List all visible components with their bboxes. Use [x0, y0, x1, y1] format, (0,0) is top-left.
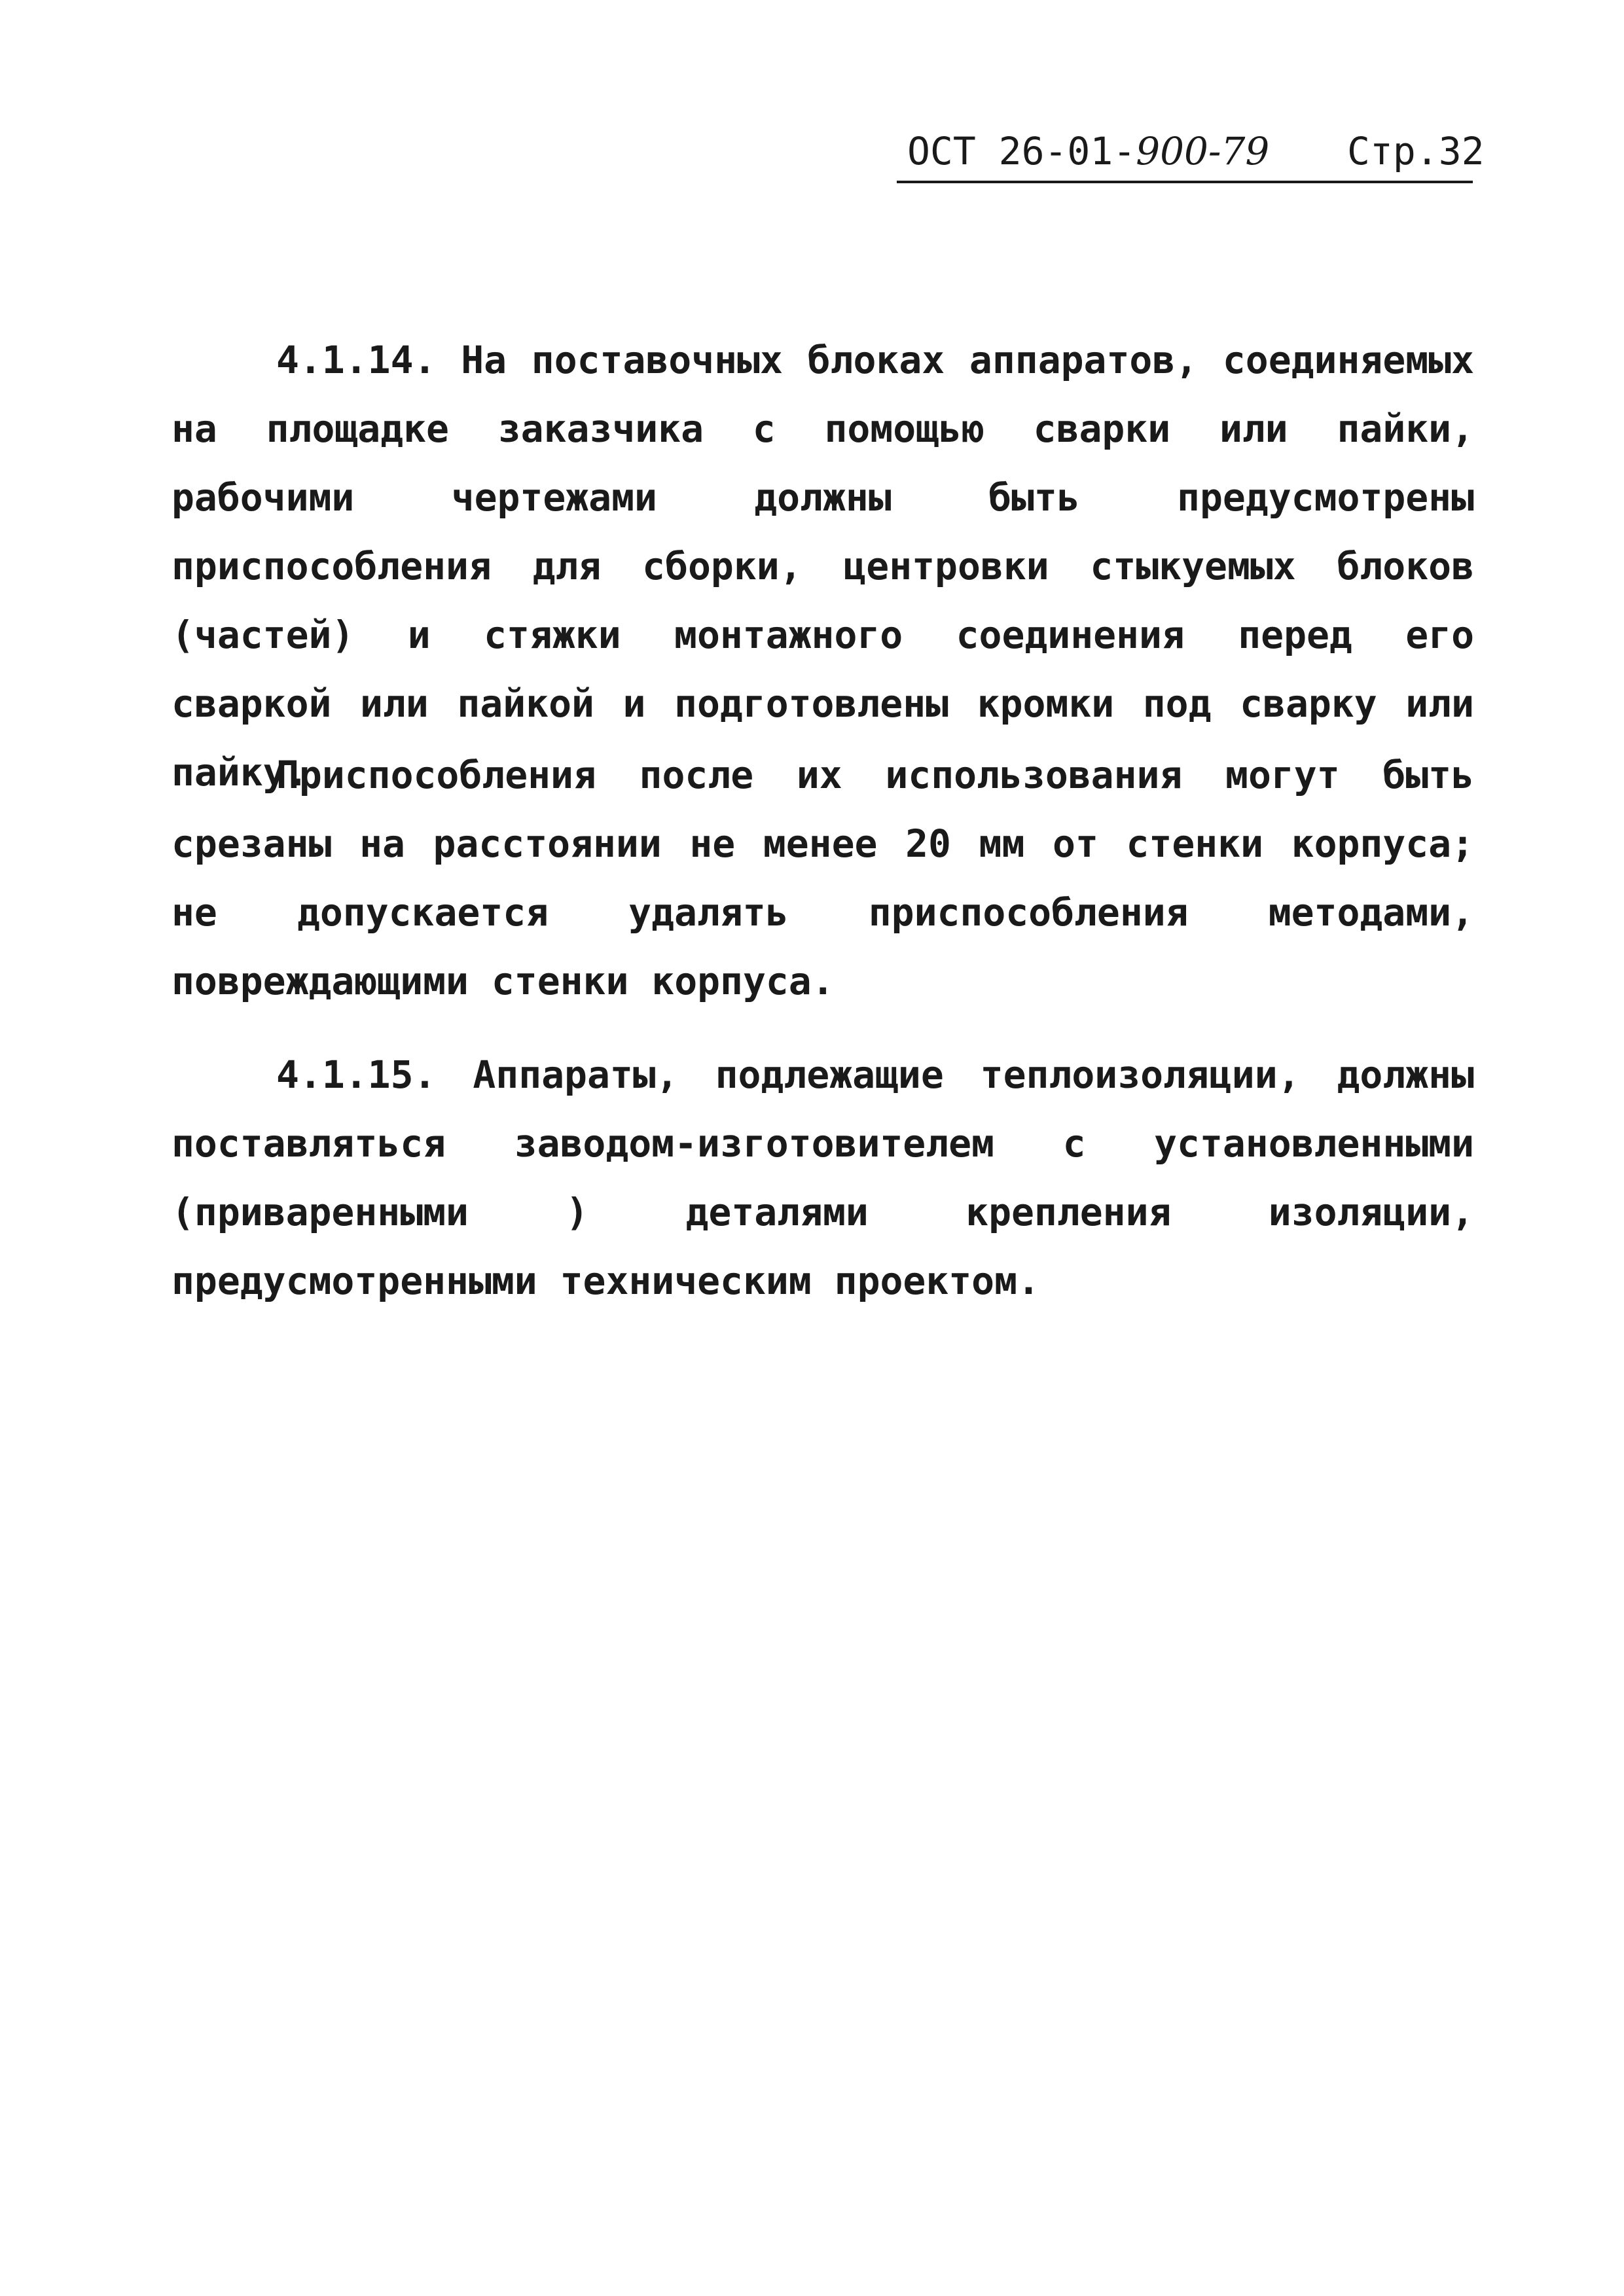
document-code	[907, 122, 1269, 181]
page-number	[1347, 122, 1485, 181]
document-number-handwritten: 900-79	[1136, 129, 1270, 173]
paragraph-4-1-14-continuation: Приспособления после их использования могут быть срезаны на расстоянии не менее 20 мм от стенки корпуса; не допускается удалять приспособления методами, повреждающими стенки корпуса.	[171, 753, 1474, 1003]
page-header	[897, 122, 1485, 183]
paragraph-4-1-15: 4.1.15. Аппараты, подлежащие теплоизоляции, должны поставляться заводом-изготовителем с установленными (приваренными ) деталями крепления изоляции, предусмотренными техническим проектом.	[171, 1052, 1474, 1303]
document-code-prefix: ОСТ 26-01-	[907, 129, 1136, 173]
paragraph-4-1-14: 4.1.14. На поставочных блоках аппаратов, соединяемых на площадке заказчика с помощью сварки или пайки, рабочими чертежами должны быть предусмотрены приспособления для сборки, центровки стыкуемых блоков (частей) и стяжки монтажного соединения перед его сваркой или пайкой и подготовлены кромки под сварку или пайку.	[171, 338, 1474, 795]
page-label: Стр.	[1347, 129, 1439, 173]
page-number-value: 32	[1438, 129, 1485, 173]
